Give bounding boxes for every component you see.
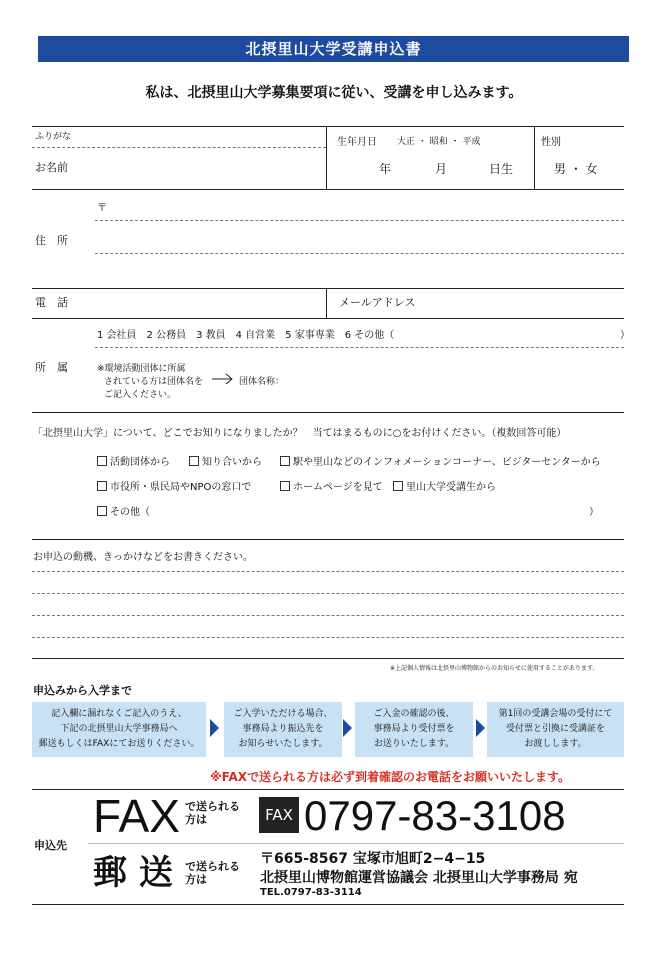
process-step-2: ご入学いただける場合、 事務局より振込先を お知らせいたします。 bbox=[224, 702, 342, 757]
divider bbox=[32, 318, 624, 319]
affiliation-options[interactable]: 1 会社員 2 公務員 3 教員 4 自営業 5 家事専業 6 その他（ bbox=[97, 330, 395, 341]
divider bbox=[32, 189, 624, 190]
process-step-3: ご入金の確認の後、 事務局より受付票を お送りいたします。 bbox=[355, 702, 473, 757]
furigana-line bbox=[32, 147, 326, 148]
fax-number[interactable]: 0797-83-3108 bbox=[304, 792, 566, 839]
divider bbox=[32, 658, 624, 659]
checkbox-icon bbox=[97, 481, 107, 491]
divider bbox=[326, 126, 327, 189]
affiliation-note-3: ご記入ください。 bbox=[104, 390, 177, 400]
form-title: 北摂里山大学受講申込書 bbox=[38, 36, 629, 62]
source-question: 「北摂里山大学」について、どこでお知りになりましたか？ 当てはまるものに○をお付けください。（複数回答可能） bbox=[33, 428, 567, 439]
source-option-other[interactable]: その他（ bbox=[97, 503, 150, 518]
furigana-label: ふりがな bbox=[35, 132, 72, 142]
fax-confirmation-note: ※FAXで送られる方は必ず到着確認のお電話をお願いいたします。 bbox=[210, 770, 571, 784]
submit-label: 申込先 bbox=[34, 839, 67, 852]
divider bbox=[32, 288, 624, 289]
divider bbox=[88, 843, 624, 844]
day-label: 日生 bbox=[489, 162, 514, 176]
privacy-note: ※上記個人情報は北摂里山博物館からのお知らせに使用することがあります。 bbox=[390, 665, 599, 672]
affiliation-note-1: ※環境活動団体に所属 bbox=[97, 364, 186, 374]
email-label: メールアドレス bbox=[339, 296, 416, 309]
process-heading: 申込みから入学まで bbox=[33, 684, 132, 697]
gender-label: 性別 bbox=[541, 137, 561, 148]
name-field[interactable] bbox=[40, 150, 320, 186]
source-option-homepage[interactable]: ホームページを見て bbox=[280, 478, 383, 493]
motive-line-3[interactable] bbox=[32, 615, 624, 616]
affiliation-line bbox=[95, 347, 624, 348]
affiliation-label: 所 属 bbox=[35, 361, 68, 374]
process-arrow-icon bbox=[476, 719, 485, 737]
source-option-acquaintance[interactable]: 知り合いから bbox=[189, 453, 262, 468]
organization: 北摂里山博物館運営協議会 北摂里山大学事務局 宛 bbox=[260, 870, 578, 886]
month-label: 月 bbox=[435, 162, 448, 176]
mail-heading-suffix: で送られる 方は bbox=[185, 860, 240, 886]
year-label: 年 bbox=[379, 162, 392, 176]
divider bbox=[534, 126, 535, 189]
divider bbox=[32, 904, 624, 905]
address-line-1[interactable] bbox=[95, 220, 624, 221]
phone-number[interactable]: TEL.0797-83-3114 bbox=[260, 887, 362, 898]
source-other-close: ） bbox=[589, 507, 599, 518]
postal-mark: 〒 bbox=[97, 203, 107, 214]
affiliation-note-2: されている方は団体名を bbox=[104, 377, 204, 387]
source-option-students[interactable]: 里山大学受講生から bbox=[393, 478, 496, 493]
motive-line-4[interactable] bbox=[32, 637, 624, 638]
process-arrow-icon bbox=[343, 719, 352, 737]
address-line-2[interactable] bbox=[95, 253, 624, 254]
fax-heading-suffix: で送られる 方は bbox=[185, 800, 240, 826]
checkbox-icon bbox=[97, 456, 107, 466]
checkbox-icon bbox=[97, 506, 107, 516]
motive-line-1[interactable] bbox=[32, 571, 624, 572]
arrow-right-icon bbox=[212, 373, 234, 385]
affiliation-close: ） bbox=[620, 330, 630, 341]
checkbox-icon bbox=[280, 481, 290, 491]
process-arrow-icon bbox=[210, 719, 219, 737]
phone-label: 電 話 bbox=[35, 296, 68, 309]
source-option-info-center[interactable]: 駅や里山などのインフォメーションコーナー、ビジターセンターから bbox=[280, 453, 601, 468]
divider bbox=[326, 288, 327, 318]
divider bbox=[32, 126, 624, 127]
process-step-1: 記入欄に漏れなくご記入のうえ、 下記の北摂里山大学事務局へ 郵送もしくはFAXにてお送りください。 bbox=[32, 702, 206, 757]
motive-line-2[interactable] bbox=[32, 593, 624, 594]
source-option-groups[interactable]: 活動団体から bbox=[97, 453, 170, 468]
address-label: 住 所 bbox=[35, 234, 68, 247]
phone-field[interactable] bbox=[90, 290, 320, 316]
mail-heading: 郵 送 bbox=[93, 853, 173, 893]
checkbox-icon bbox=[393, 481, 403, 491]
motive-label: お申込の動機、きっかけなどをお書きください。 bbox=[33, 552, 253, 563]
group-name-field[interactable] bbox=[285, 368, 615, 388]
postal-address: 〒665-8567 宝塚市旭町2−4−15 bbox=[260, 851, 486, 867]
birthdate-label: 生年月日 bbox=[337, 137, 377, 148]
divider bbox=[32, 412, 624, 413]
source-option-city-office[interactable]: 市役所・県民局やNPOの窓口で bbox=[97, 478, 251, 493]
name-label: お名前 bbox=[35, 161, 68, 174]
email-field[interactable] bbox=[420, 290, 620, 316]
group-name-label: 団体名称： bbox=[239, 377, 285, 387]
divider bbox=[32, 539, 624, 540]
fax-badge-icon: FAX bbox=[259, 797, 299, 833]
gender-options[interactable]: 男 ・ 女 bbox=[554, 162, 598, 176]
checkbox-icon bbox=[189, 456, 199, 466]
era-options[interactable]: 大正 ・ 昭和 ・ 平成 bbox=[397, 137, 481, 147]
fax-heading: FAX bbox=[93, 790, 180, 842]
process-step-4: 第1回の受講会場の受付にて 受付票と引換に受講証を お渡しします。 bbox=[487, 702, 624, 757]
intro-statement: 私は、北摂里山大学募集要項に従い、受講を申し込みます。 bbox=[145, 85, 523, 101]
checkbox-icon bbox=[280, 456, 290, 466]
